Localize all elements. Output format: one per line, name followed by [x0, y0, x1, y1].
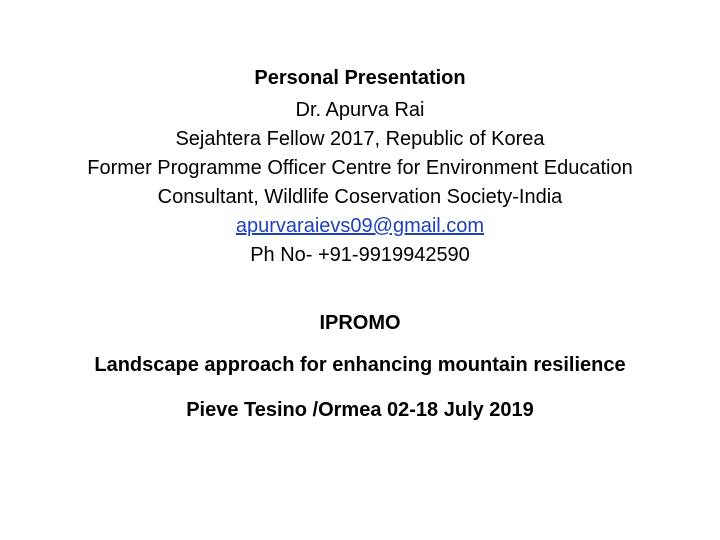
slide-title: Personal Presentation [254, 67, 466, 89]
subject-heading: Landscape approach for enhancing mountain resilience [94, 354, 626, 376]
fellowship-line: Sejahtera Fellow 2017, Republic of Korea [175, 128, 545, 150]
email-line [0, 214, 720, 238]
email-link[interactable]: apurvaraievs09@gmail.com [235, 215, 485, 237]
organization-heading: IPROMO [319, 312, 401, 334]
phone-line: Ph No- +91-9919942590 [250, 244, 470, 266]
presenter-name: Dr. Apurva Rai [295, 99, 425, 121]
consultant-role-line: Consultant, Wildlife Coservation Society-India [157, 186, 563, 208]
former-role-line: Former Programme Officer Centre for Environment Education [87, 157, 633, 179]
venue-dates-heading: Pieve Tesino /Ormea 02-18 July 2019 [186, 399, 534, 421]
